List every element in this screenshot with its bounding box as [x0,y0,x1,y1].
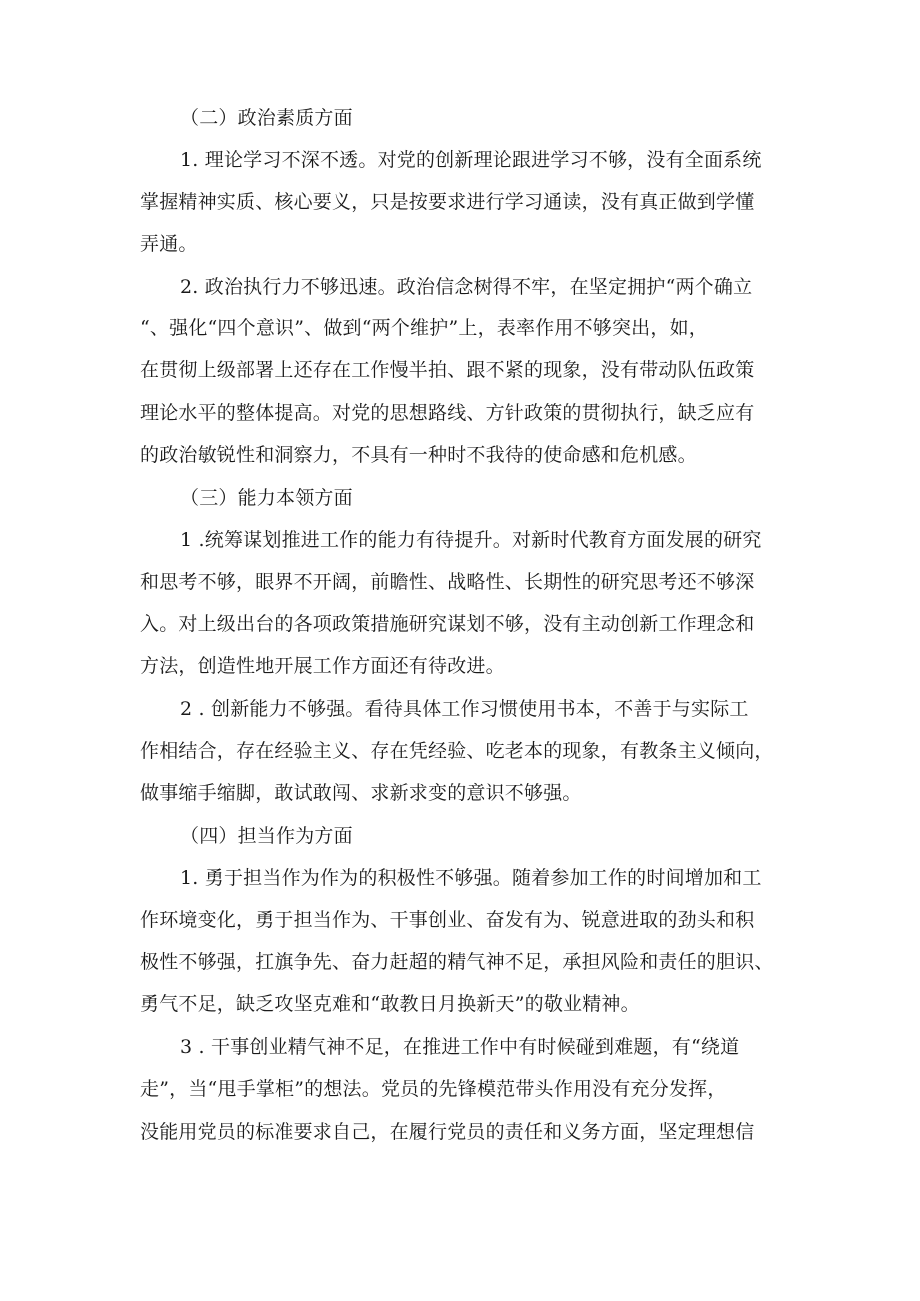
paragraph-line: 没能用党员的标准要求自己，在履行党员的责任和义务方面，坚定理想信 [140,1121,755,1143]
paragraph-line: 的政治敏锐性和洞察力，不具有一种时不我待的使命感和危机感。 [140,444,697,466]
paragraph-line: 理论水平的整体提高。对党的思想路线、方针政策的贯彻执行，缺乏应有 [140,402,755,424]
paragraph-line: 1 .统筹谋划推进工作的能力有待提升。对新时代教育方面发展的研究 [180,529,762,551]
paragraph-line: 做事缩手缩脚，敢试敢闯、求新求变的意识不够强。 [140,782,582,804]
paragraph-line: 弄通。 [140,233,198,255]
paragraph-line: 作相结合，存在经验主义、存在凭经验、吃老本的现象，有教条主义倾向， [140,740,774,762]
paragraph-line: 和思考不够，眼界不开阔，前瞻性、战略性、长期性的研究思考还不够深 [140,571,755,593]
paragraph-line: 在贯彻上级部署上还存在工作慢半拍、跟不紧的现象，没有带动队伍政策 [140,359,755,381]
paragraph-line: 勇气不足，缺乏攻坚克难和“敢教日月换新天”的敬业精神。 [140,993,640,1015]
paragraph-line: “、强化“四个意识”、做到“两个维护”上，表率作用不够突出，如， [140,317,708,339]
paragraph-line: 方法，创造性地开展工作方面还有待改进。 [140,655,505,677]
paragraph-line: 掌握精神实质、核心要义，只是按要求进行学习通读，没有真正做到学懂 [140,191,755,213]
paragraph-line: 3 . 干事创业精气神不足，在推进工作中有时候碰到难题，有“绕道 [180,1036,740,1058]
paragraph-line: 2. 政治执行力不够迅速。政治信念树得不牢，在坚定拥护“两个确立 [180,276,753,298]
section-heading: （二）政治素质方面 [180,107,353,129]
paragraph-line: 2 . 创新能力不够强。看待具体工作习惯使用书本，不善于与实际工 [180,698,749,720]
paragraph-line: 入。对上级出台的各项政策措施研究谋划不够，没有主动创新工作理念和 [140,613,755,635]
paragraph-line: 走”，当“甩手掌柜”的想法。党员的先锋模范带头作用没有充分发挥， [140,1078,727,1100]
paragraph-line: 1. 勇于担当作为作为的积极性不够强。随着参加工作的时间增加和工 [180,867,762,889]
section-heading: （四）担当作为方面 [180,825,353,847]
section-heading: （三）能力本领方面 [180,487,353,509]
paragraph-line: 1. 理论学习不深不透。对党的创新理论跟进学习不够，没有全面系统 [180,149,762,171]
paragraph-line: 极性不够强，扛旗争先、奋力赶超的精气神不足，承担风险和责任的胆识、 [140,951,774,973]
paragraph-line: 作环境变化，勇于担当作为、干事创业、奋发有为、锐意进取的劲头和积 [140,909,755,931]
